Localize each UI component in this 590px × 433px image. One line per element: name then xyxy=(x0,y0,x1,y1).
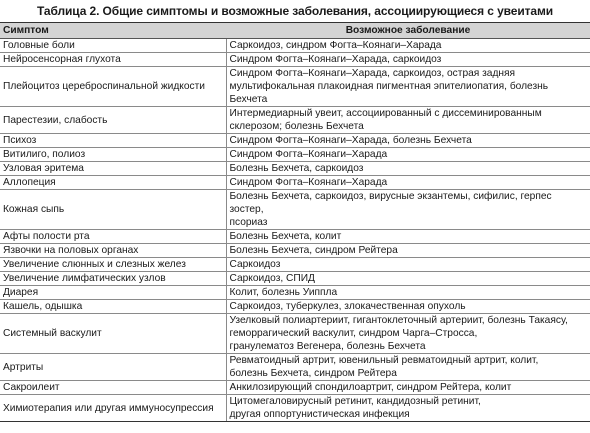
disease-line: Болезнь Бехчета, колит xyxy=(229,231,342,242)
symptom-cell: Головные боли xyxy=(0,39,226,53)
disease-line: Колит, болезнь Уиппла xyxy=(229,287,338,298)
disease-line: Синдром Фогта–Коянаги–Харада, болезнь Бехчета xyxy=(229,135,472,146)
symptom-cell: Артриты xyxy=(0,354,226,381)
disease-line: Цитомегаловирусный ретинит, кандидозный ретинит, xyxy=(229,396,481,407)
symptom-cell: Диарея xyxy=(0,286,226,300)
symptom-cell: Язвочки на половых органах xyxy=(0,244,226,258)
disease-line: Саркоидоз xyxy=(229,259,281,270)
table-row xyxy=(0,53,590,67)
table-body xyxy=(0,39,590,422)
disease-cell xyxy=(226,39,590,53)
table-row xyxy=(0,148,590,162)
disease-line: Синдром Фогта–Коянаги–Харада xyxy=(229,149,388,160)
disease-line: Саркоидоз, туберкулез, злокачественная опухоль xyxy=(229,301,466,312)
table-row xyxy=(0,272,590,286)
disease-line: Болезнь Бехчета, саркоидоз, вирусные экзантемы, сифилис, герпес зостер, xyxy=(229,191,552,215)
disease-line: мультифокальная плакоидная пигментная эпителиопатия, болезнь Бехчета xyxy=(229,81,549,105)
disease-cell xyxy=(226,314,590,354)
disease-cell xyxy=(226,53,590,67)
disease-line: Саркоидоз, СПИД xyxy=(229,273,315,284)
table-row xyxy=(0,354,590,381)
table-row xyxy=(0,107,590,134)
table-row xyxy=(0,230,590,244)
disease-cell xyxy=(226,244,590,258)
symptom-cell: Увеличение лимфатических узлов xyxy=(0,272,226,286)
symptom-cell: Кожная сыпь xyxy=(0,190,226,230)
symptom-cell: Афты полости рта xyxy=(0,230,226,244)
table-row xyxy=(0,395,590,422)
header-row xyxy=(0,23,590,39)
disease-line: Саркоидоз, синдром Фогта–Коянаги–Харада xyxy=(229,40,442,51)
disease-cell xyxy=(226,148,590,162)
disease-line: Болезнь Бехчета, саркоидоз xyxy=(229,163,364,174)
table-row xyxy=(0,286,590,300)
disease-cell xyxy=(226,134,590,148)
disease-line: Синдром Фогта–Коянаги–Харада xyxy=(229,177,388,188)
disease-cell xyxy=(226,190,590,230)
table-row xyxy=(0,314,590,354)
table-title: Таблица 2. Общие симптомы и возможные заболевания, ассоциирующиеся с увеитами xyxy=(36,4,554,18)
table-row xyxy=(0,67,590,107)
disease-cell xyxy=(226,272,590,286)
symptom-cell: Системный васкулит xyxy=(0,314,226,354)
disease-line: Синдром Фогта–Коянаги–Харада, саркоидоз xyxy=(229,54,442,65)
symptom-cell: Узловая эритема xyxy=(0,162,226,176)
symptom-cell: Увеличение слюнных и слезных желез xyxy=(0,258,226,272)
disease-cell xyxy=(226,300,590,314)
disease-line: Узелковый полиартериит, гигантоклеточный артериит, болезнь Такаясу, xyxy=(229,315,568,326)
disease-cell xyxy=(226,395,590,422)
disease-line: геморрагический васкулит, синдром Чарга–Стросса, xyxy=(229,328,478,339)
table-row xyxy=(0,162,590,176)
table-row xyxy=(0,381,590,395)
symptom-cell: Аллопеция xyxy=(0,176,226,190)
disease-line: Ревматоидный артрит, ювенильный ревматоидный артрит, колит, xyxy=(229,355,539,366)
disease-line: склерозом; болезнь Бехчета xyxy=(229,121,364,132)
disease-line: Анкилозирующий спондилоартрит, синдром Рейтера, колит xyxy=(229,382,512,393)
table-row xyxy=(0,190,590,230)
disease-cell xyxy=(226,354,590,381)
symptom-cell: Нейросенсорная глухота xyxy=(0,53,226,67)
column-header-symptom: Симптом xyxy=(0,23,226,39)
disease-line: другая оппортунистическая инфекция xyxy=(229,409,410,420)
symptom-cell: Сакроилеит xyxy=(0,381,226,395)
table-row xyxy=(0,300,590,314)
symptom-cell: Химиотерапия или другая иммуносупрессия xyxy=(0,395,226,422)
symptom-cell: Плейоцитоз цереброспинальной жидкости xyxy=(0,67,226,107)
symptom-cell: Кашель, одышка xyxy=(0,300,226,314)
disease-line: Синдром Фогта–Коянаги–Харада, саркоидоз, острая задняя xyxy=(229,68,516,79)
disease-line: болезнь Бехчета, синдром Рейтера xyxy=(229,368,397,379)
symptom-cell: Психоз xyxy=(0,134,226,148)
disease-line: Интермедиарный увеит, ассоциированный с диссеминированным xyxy=(229,108,542,119)
table-row xyxy=(0,134,590,148)
disease-line: псориаз xyxy=(229,217,268,228)
disease-cell xyxy=(226,286,590,300)
table-row xyxy=(0,244,590,258)
disease-cell xyxy=(226,258,590,272)
disease-cell xyxy=(226,67,590,107)
table-row xyxy=(0,176,590,190)
disease-line: Болезнь Бехчета, синдром Рейтера xyxy=(229,245,398,256)
symptom-cell: Парестезии, слабость xyxy=(0,107,226,134)
disease-cell xyxy=(226,230,590,244)
disease-line: гранулематоз Вегенера, болезнь Бехчета xyxy=(229,341,426,352)
disease-cell xyxy=(226,107,590,134)
table-row xyxy=(0,258,590,272)
symptom-cell: Витилиго, полиоз xyxy=(0,148,226,162)
disease-cell xyxy=(226,162,590,176)
disease-cell xyxy=(226,176,590,190)
table-row xyxy=(0,39,590,53)
symptoms-table xyxy=(0,22,590,422)
column-header-disease: Возможное заболевание xyxy=(226,23,590,39)
disease-cell xyxy=(226,381,590,395)
